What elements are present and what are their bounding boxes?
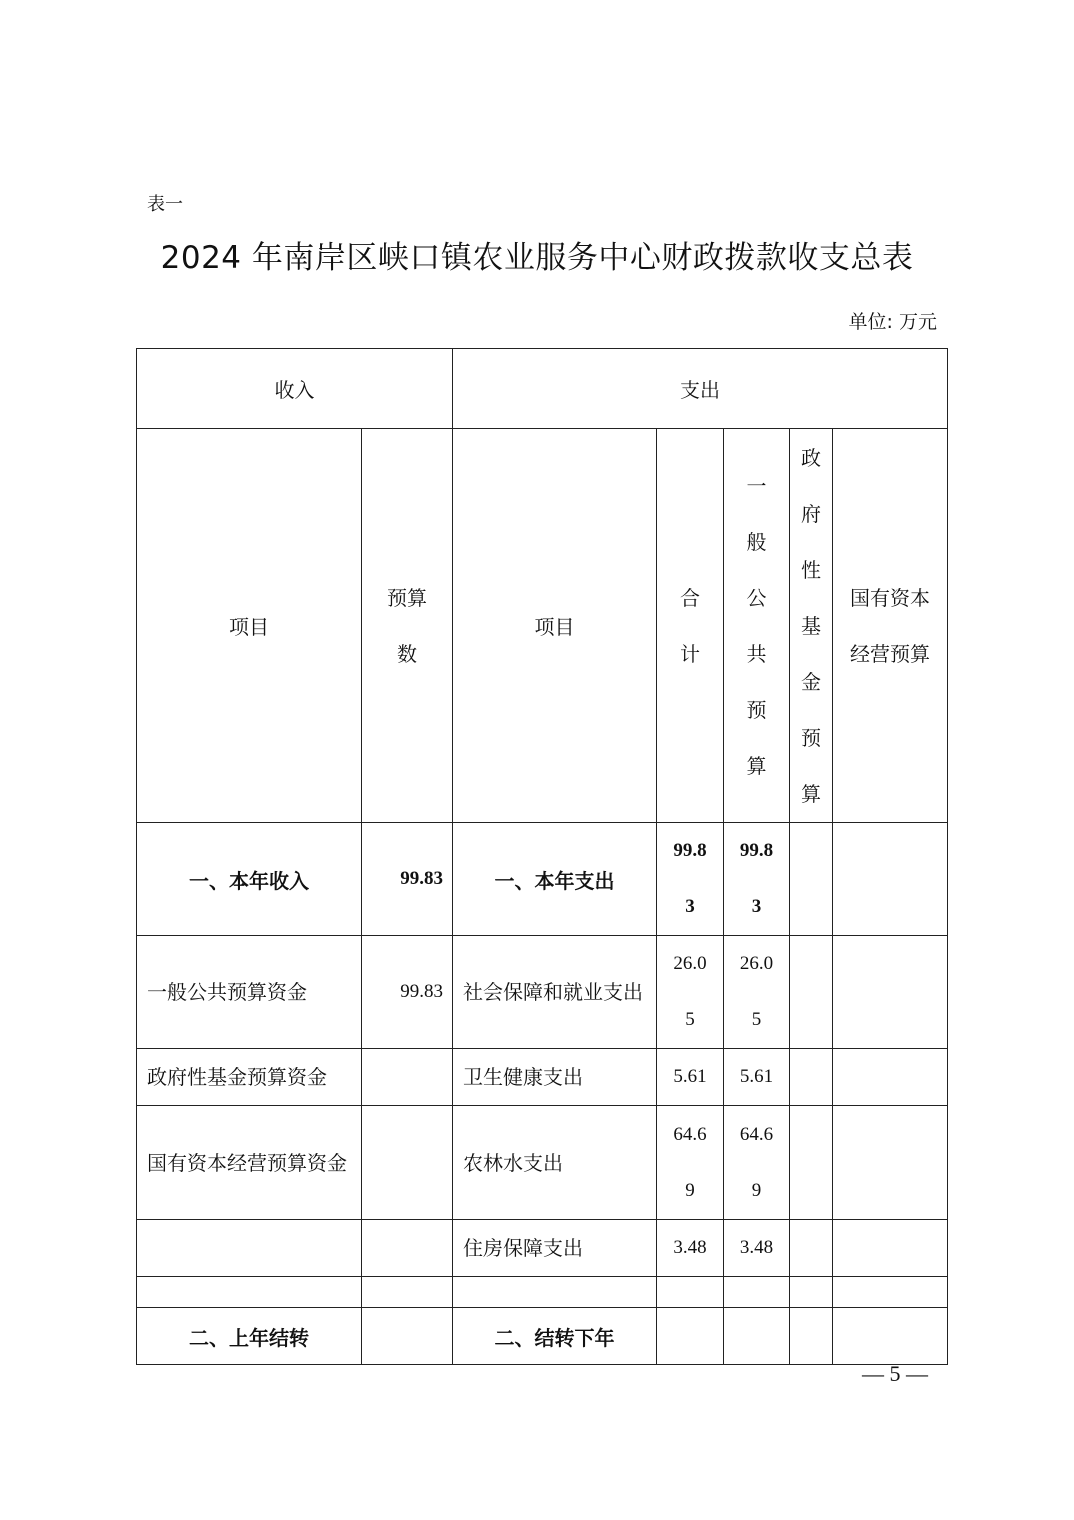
fund-value	[790, 936, 833, 1049]
income-header: 收入	[137, 349, 453, 429]
col-header-income-item: 项目	[137, 429, 362, 823]
table-row	[137, 1106, 948, 1220]
total-value: 26.05	[657, 936, 724, 1049]
col-header-state-capital-budget: 国有资本经营预算	[833, 429, 948, 823]
budget-value: 99.83	[362, 823, 453, 936]
budget-value	[362, 1308, 453, 1365]
expense-header: 支出	[453, 349, 948, 429]
general-value: 26.05	[724, 936, 790, 1049]
general-value	[724, 1308, 790, 1365]
state-value	[833, 1277, 948, 1308]
total-value	[657, 1308, 724, 1365]
total-value: 99.83	[657, 823, 724, 936]
col-header-budget: 预算数	[362, 429, 453, 823]
state-value	[833, 1220, 948, 1277]
col-header-total: 合计	[657, 429, 724, 823]
general-value: 64.69	[724, 1106, 790, 1220]
table-row	[137, 1049, 948, 1106]
fund-value	[790, 1220, 833, 1277]
fund-value	[790, 823, 833, 936]
general-value: 5.61	[724, 1049, 790, 1106]
budget-value: 99.83	[362, 936, 453, 1049]
income-item: 国有资本经营预算资金	[137, 1106, 362, 1220]
income-item: 政府性基金预算资金	[137, 1049, 362, 1106]
expense-item	[453, 1277, 657, 1308]
income-item	[137, 1277, 362, 1308]
budget-value	[362, 1220, 453, 1277]
total-value: 5.61	[657, 1049, 724, 1106]
budget-table	[136, 348, 948, 1365]
state-value	[833, 823, 948, 936]
expense-item: 住房保障支出	[453, 1220, 657, 1277]
general-value	[724, 1277, 790, 1308]
income-item: 一、本年收入	[137, 823, 362, 936]
expense-item: 卫生健康支出	[453, 1049, 657, 1106]
income-item: 二、上年结转	[137, 1308, 362, 1365]
budget-value	[362, 1277, 453, 1308]
col-header-general-budget: 一般公共预算	[724, 429, 790, 823]
general-value: 3.48	[724, 1220, 790, 1277]
state-value	[833, 1308, 948, 1365]
fund-value	[790, 1049, 833, 1106]
budget-value	[362, 1106, 453, 1220]
state-value	[833, 1106, 948, 1220]
table-label: 表一	[147, 194, 183, 215]
general-value: 99.83	[724, 823, 790, 936]
table-row	[137, 936, 948, 1049]
table-row	[137, 1277, 948, 1308]
total-value: 3.48	[657, 1220, 724, 1277]
table-row	[137, 1308, 948, 1365]
page-number: — 5 —	[862, 1361, 928, 1386]
expense-item: 二、结转下年	[453, 1308, 657, 1365]
col-header-expense-item: 项目	[453, 429, 657, 823]
expense-item: 社会保障和就业支出	[453, 936, 657, 1049]
income-item: 一般公共预算资金	[137, 936, 362, 1049]
income-item	[137, 1220, 362, 1277]
state-value	[833, 936, 948, 1049]
expense-item: 一、本年支出	[453, 823, 657, 936]
expense-item: 农林水支出	[453, 1106, 657, 1220]
fund-value	[790, 1106, 833, 1220]
total-value: 64.69	[657, 1106, 724, 1220]
unit-label: 单位: 万元	[848, 311, 937, 333]
table-row	[137, 823, 948, 936]
table-row	[137, 1220, 948, 1277]
fund-value	[790, 1277, 833, 1308]
total-value	[657, 1277, 724, 1308]
fund-value	[790, 1308, 833, 1365]
page-title: 2024 年南岸区峡口镇农业服务中心财政拨款收支总表	[160, 240, 914, 276]
budget-value	[362, 1049, 453, 1106]
col-header-fund-budget: 政府性基金预算	[790, 429, 833, 823]
state-value	[833, 1049, 948, 1106]
